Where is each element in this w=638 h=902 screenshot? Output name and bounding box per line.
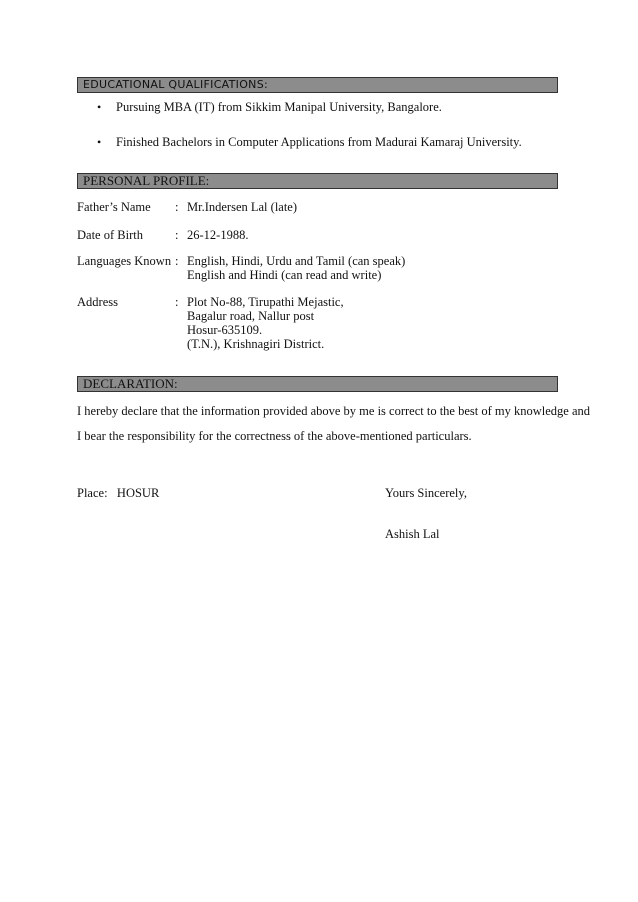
languages-label: Languages Known [77, 254, 172, 268]
address-line: Bagalur road, Nallur post [187, 309, 315, 323]
bullet-icon: • [97, 135, 102, 149]
declaration-heading: DECLARATION: [77, 376, 558, 392]
languages-line: English, Hindi, Urdu and Tamil (can speak) [187, 254, 406, 268]
fathers-name-value: Mr.Indersen Lal (late) [187, 200, 298, 214]
separator: : [175, 254, 179, 268]
dob-label: Date of Birth [77, 228, 143, 242]
languages-line: English and Hindi (can read and write) [187, 268, 382, 282]
address-label: Address [77, 295, 118, 309]
address-line: (T.N.), Krishnagiri District. [187, 337, 325, 351]
education-item: Pursuing MBA (IT) from Sikkim Manipal University, Bangalore. [116, 100, 442, 114]
signature-name: Ashish Lal [385, 527, 440, 541]
separator: : [175, 200, 179, 214]
fathers-name-label: Father’s Name [77, 200, 151, 214]
education-item: Finished Bachelors in Computer Applications from Madurai Kamaraj University. [116, 135, 522, 149]
profile-heading: PERSONAL PROFILE: [77, 173, 558, 189]
address-line: Plot No-88, Tirupathi Mejastic, [187, 295, 344, 309]
declaration-text: I hereby declare that the information provided above by me is correct to the best of my knowledge and [77, 404, 591, 418]
education-heading: EDUCATIONAL QUALIFICATIONS: [77, 77, 558, 93]
closing-text: Yours Sincerely, [385, 486, 467, 500]
separator: : [175, 228, 179, 242]
bullet-icon: • [97, 100, 102, 114]
declaration-text: I bear the responsibility for the correctness of the above-mentioned particulars. [77, 429, 472, 443]
dob-value: 26-12-1988. [187, 228, 249, 242]
place-text: Place: HOSUR [77, 486, 160, 500]
address-line: Hosur-635109. [187, 323, 263, 337]
separator: : [175, 295, 179, 309]
